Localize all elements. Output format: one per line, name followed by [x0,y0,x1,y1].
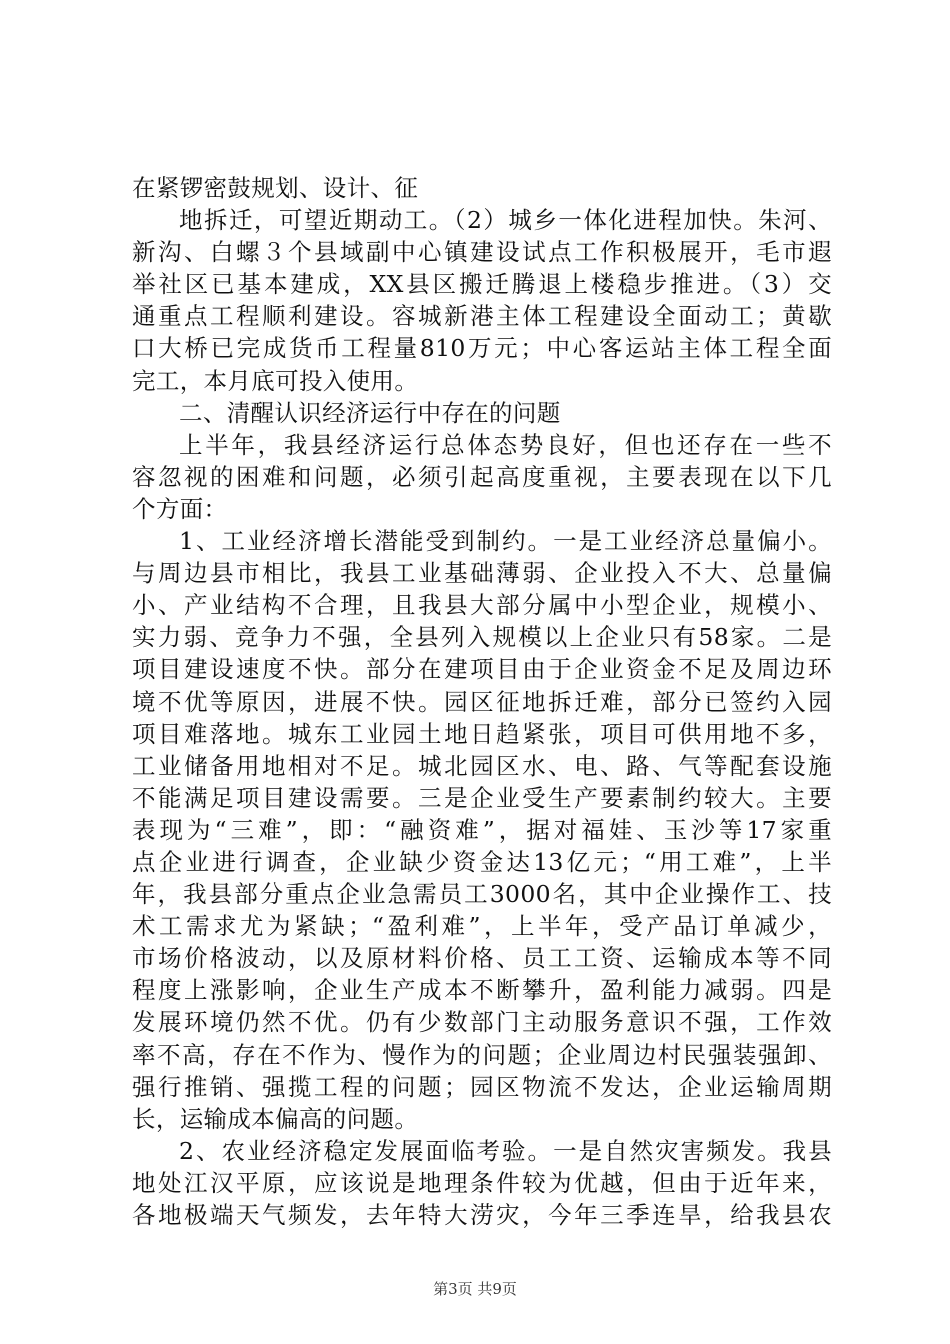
text-line: 地拆迁，可望近期动工。（2）城乡一体化进程加快。朱河、 [179,206,832,235]
text-line: 市场价格波动，以及原材料价格、员工工资、运输成本等不同 [132,944,832,973]
body-text [132,172,832,1231]
text-line: 程度上涨影响，企业生产成本不断攀升，盈利能力减弱。四是 [132,976,832,1005]
text-line: 各地极端天气频发，去年特大涝灾，今年三季连旱，给我县农 [132,1201,832,1229]
text-line: 上半年，我县经济运行总体态势良好，但也还存在一些不 [179,430,832,459]
text-line: 强行推销、强揽工程的问题；园区物流不发达，企业运输周期 [132,1072,832,1101]
text-line: 表现为“三难”，即：“融资难”，据对福娃、玉沙等17家重 [132,815,832,844]
text-line: 点企业进行调查，企业缺少资金达13亿元；“用工难”，上半 [132,847,832,876]
text-line: 小、产业结构不合理，且我县大部分属中小型企业，规模小、 [132,591,832,620]
text-line: 在紧锣密鼓规划、设计、征 [132,174,419,202]
text-line: 容忽视的困难和问题，必须引起高度重视，主要表现在以下几 [132,462,832,491]
text-line: 个方面： [132,494,228,523]
text-line: 年，我县部分重点企业急需员工3000名，其中企业操作工、技 [132,880,832,909]
text-line: 实力弱、竞争力不强，全县列入规模以上企业只有58家。二是 [132,623,832,652]
text-line: 举社区已基本建成，XX县区搬迁腾退上楼稳步推进。（3）交 [132,270,832,299]
text-line: 地处江汉平原，应该说是地理条件较为优越，但由于近年来， [132,1168,832,1197]
text-line: 项目难落地。城东工业园土地日趋紧张，项目可供用地不多， [132,719,832,748]
text-line: 1、工业经济增长潜能受到制约。一是工业经济总量偏小。 [179,527,832,556]
text-line: 与周边县市相比，我县工业基础薄弱、企业投入不大、总量偏 [132,559,832,588]
text-line: 二、清醒认识经济运行中存在的问题 [179,398,561,427]
text-line: 通重点工程顺利建设。容城新港主体工程建设全面动工；黄歇 [132,302,832,331]
text-line: 境不优等原因，进展不快。园区征地拆迁难，部分已签约入园 [132,687,832,716]
text-line: 发展环境仍然不优。仍有少数部门主动服务意识不强，工作效 [132,1008,832,1037]
text-line: 长，运输成本偏高的问题。 [132,1104,419,1133]
text-line: 项目建设速度不快。部分在建项目由于企业资金不足及周边环 [132,655,832,684]
text-line: 完工，本月底可投入使用。 [132,366,419,395]
text-line: 2、农业经济稳定发展面临考验。一是自然灾害频发。我县 [179,1136,832,1165]
text-line: 工业储备用地相对不足。城北园区水、电、路、气等配套设施 [132,751,832,780]
text-line: 术工需求尤为紧缺；“盈利难”，上半年，受产品订单减少， [132,912,832,941]
text-line: 口大桥已完成货币工程量810万元；中心客运站主体工程全面 [132,334,832,363]
page-footer: 第3页 共9页 [433,1280,517,1298]
text-line: 不能满足项目建设需要。三是企业受生产要素制约较大。主要 [132,783,832,812]
text-line: 新沟、白螺３个县域副中心镇建设试点工作积极展开，毛市遐 [132,238,832,267]
text-line: 率不高，存在不作为、慢作为的问题；企业周边村民强装强卸、 [132,1040,832,1069]
